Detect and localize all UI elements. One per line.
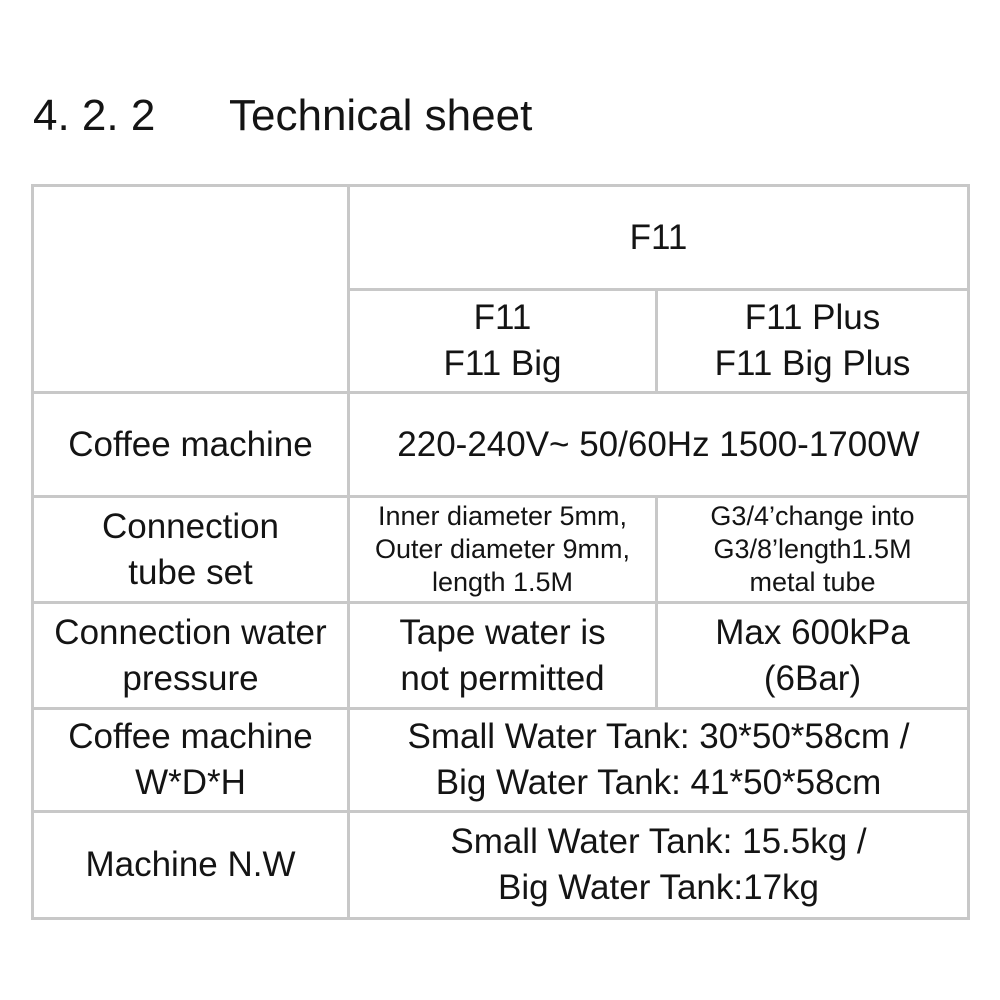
row-value-text: Outer diameter 9mm, <box>374 534 631 564</box>
variant-label: F11 <box>473 298 532 337</box>
row-label-text: Connection water <box>54 612 327 652</box>
row-value-text: Big Water Tank:17kg <box>498 868 819 907</box>
section-heading <box>33 88 532 144</box>
variant-label: F11 Big Plus <box>714 344 911 383</box>
row-value-text: length 1.5M <box>431 567 574 597</box>
row-label <box>33 497 349 603</box>
row-label-text: pressure <box>122 658 259 698</box>
row-label <box>33 603 349 709</box>
row-value-text: Max 600kPa <box>715 612 910 652</box>
row-value-text: Inner diameter 5mm, <box>377 501 628 531</box>
row-label <box>33 393 349 497</box>
row-value-merged <box>349 393 969 497</box>
row-value-plus <box>657 497 969 603</box>
row-label-text: tube set <box>128 552 253 592</box>
row-value-text: not permitted <box>400 658 605 698</box>
row-value-standard <box>349 497 657 603</box>
row-value-text: Big Water Tank: 41*50*58cm <box>435 763 882 802</box>
row-value-text: Tape water is <box>399 612 606 652</box>
row-label <box>33 812 349 919</box>
row-label-text: Machine N.W <box>85 845 296 884</box>
row-value-merged <box>349 812 969 919</box>
row-value-text: (6Bar) <box>763 658 862 698</box>
row-value-text: G3/8’length1.5M <box>713 534 912 564</box>
row-label-text: Coffee machine <box>68 717 313 756</box>
technical-sheet-table <box>31 184 970 920</box>
row-value-text: 220-240V~ 50/60Hz 1500-1700W <box>397 424 920 464</box>
table-header-row <box>33 186 969 290</box>
row-label <box>33 709 349 812</box>
section-number: 4. 2. 2 <box>33 91 156 140</box>
table-row-connection-tube-set <box>33 497 969 603</box>
row-value-text: metal tube <box>749 567 876 597</box>
row-value-text: Small Water Tank: 15.5kg / <box>450 822 867 861</box>
row-value-text: G3/4’change into <box>710 501 915 531</box>
section-title: Technical sheet <box>229 91 533 140</box>
row-value-merged <box>349 709 969 812</box>
model-group-header <box>349 186 969 290</box>
table-row-dimensions <box>33 709 969 812</box>
row-label-text: Connection <box>101 506 280 546</box>
variant-label: F11 Plus <box>744 298 881 337</box>
model-group-label: F11 <box>629 217 688 257</box>
table-row-connection-water-pressure <box>33 603 969 709</box>
row-label-text: W*D*H <box>135 763 246 802</box>
variant-label: F11 Big <box>443 344 562 383</box>
variant-header-standard <box>349 290 657 393</box>
table-row-net-weight <box>33 812 969 919</box>
row-value-plus <box>657 603 969 709</box>
variant-header-plus <box>657 290 969 393</box>
table-row-coffee-machine <box>33 393 969 497</box>
row-label-text: Coffee machine <box>68 424 313 464</box>
empty-corner-cell <box>33 186 349 393</box>
row-value-text: Small Water Tank: 30*50*58cm / <box>407 717 910 756</box>
row-value-standard <box>349 603 657 709</box>
